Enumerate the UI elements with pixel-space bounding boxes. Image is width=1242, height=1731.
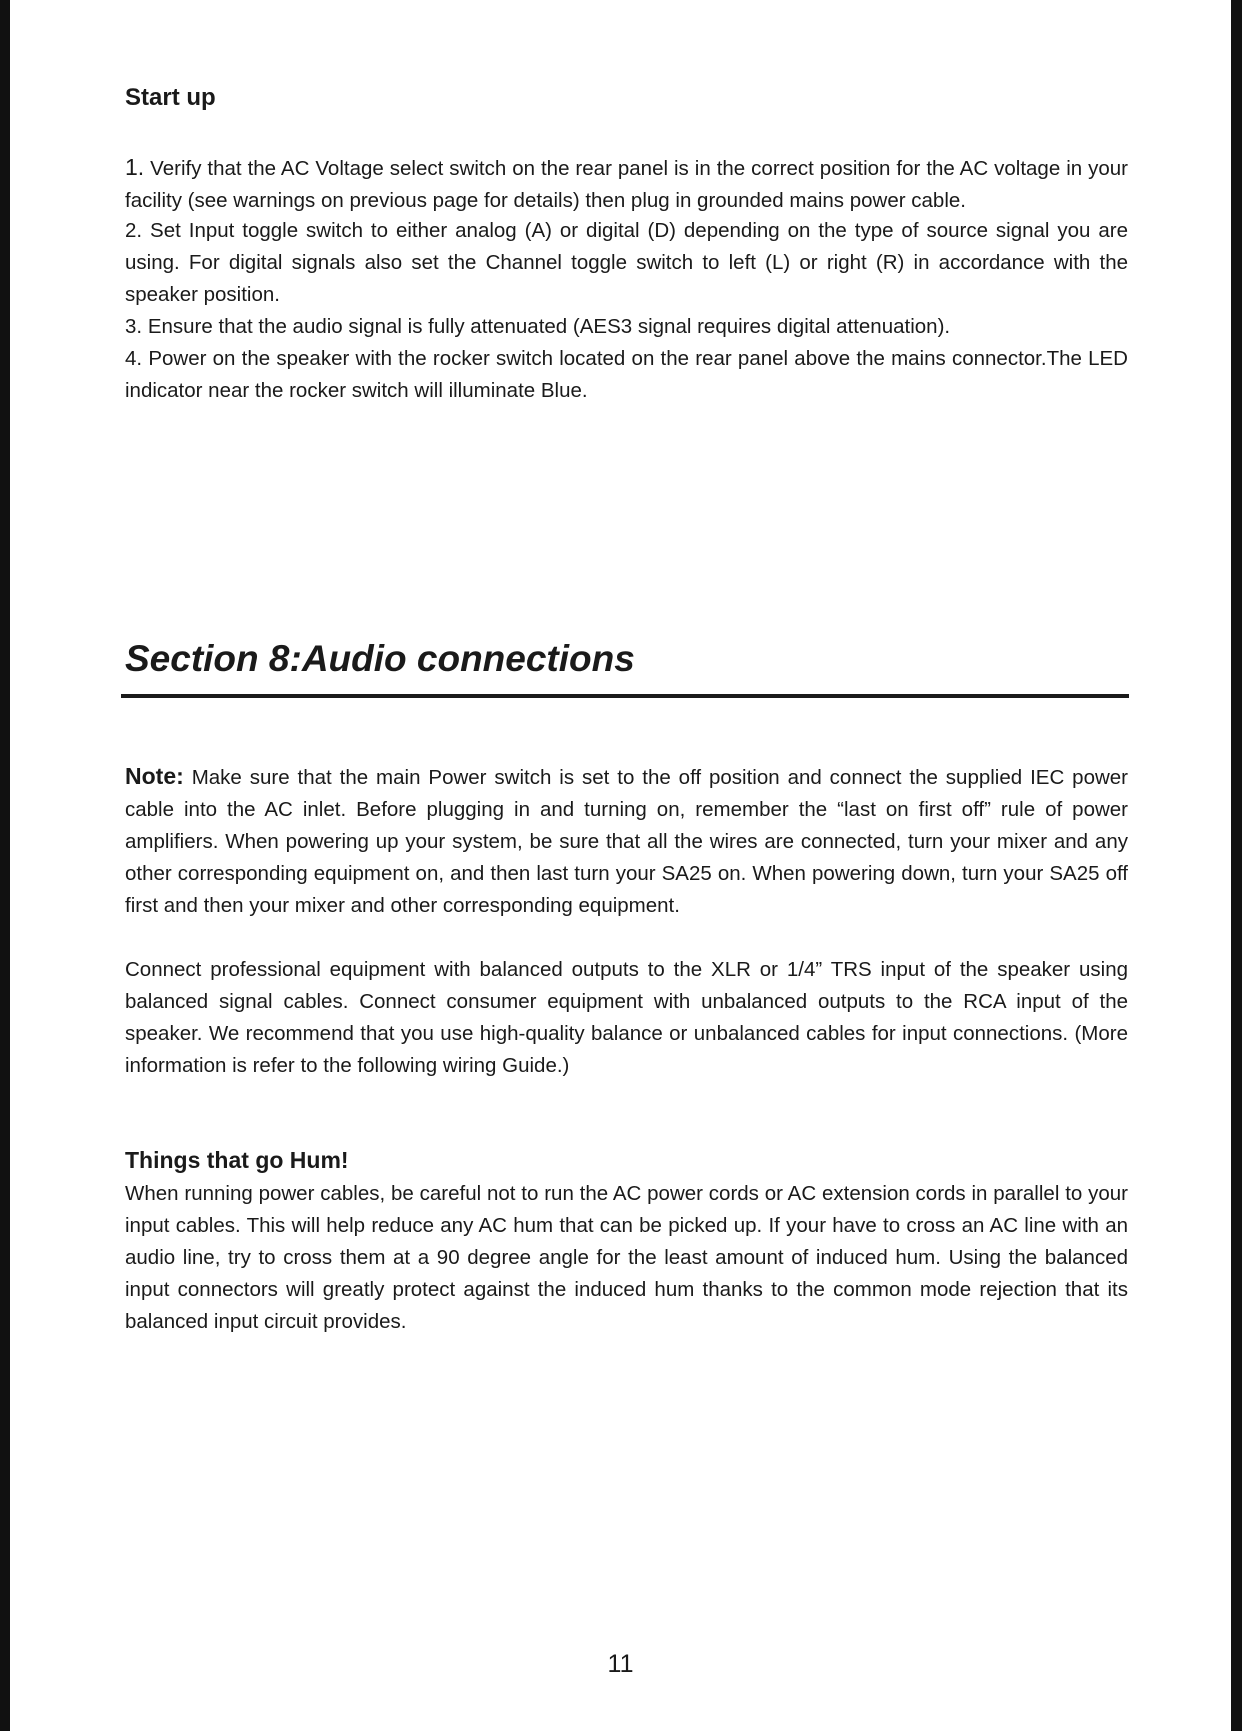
startup-item-4 <box>125 343 1128 407</box>
item-text: Power on the speaker with the rocker switch located on the rear panel above the mains connector.The LED indicator near the rocker switch will illuminate Blue. <box>125 347 1128 402</box>
hum-heading: Things that go Hum! <box>125 1147 349 1173</box>
section-heading: Section 8:Audio connections <box>125 638 635 679</box>
note-label: Note: <box>125 763 184 789</box>
connection-paragraph: Connect professional equipment with balanced outputs to the XLR or 1/4” TRS input of the speaker using balanced signal cables. Connect consumer equipment with unbalanced outputs to the RCA input of the speaker. We recommend that you use high-quality balance or unbalanced cables for input connections. (More information is refer to the following wiring Guide.) <box>125 958 1128 1077</box>
item-text: Verify that the AC Voltage select switch on the rear panel is in the correct position for the AC voltage in your facility (see warnings on previous page for details) then plug in grounded mains power cable. <box>125 157 1128 212</box>
page-number: 11 <box>607 1650 634 1678</box>
item-text: Ensure that the audio signal is fully attenuated (AES3 signal requires digital attenuation). <box>147 315 951 338</box>
startup-item-3 <box>125 311 1128 343</box>
document-page <box>10 0 1231 1731</box>
item-text: Set Input toggle switch to either analog (A) or digital (D) depending on the type of source signal you are using. For digital signals also set the Channel toggle switch to left (L) or right (R) in accordance with the speaker position. <box>125 219 1128 306</box>
item-number: 2. <box>125 219 143 242</box>
item-number: 3. <box>125 315 143 338</box>
item-number: 4. <box>125 347 143 370</box>
startup-item-2 <box>125 215 1128 311</box>
item-number: 1. <box>125 154 145 180</box>
note-text: Make sure that the main Power switch is set to the off position and connect the supplied IEC power cable into the AC inlet. Before plugging in and turning on, remember the “last on first off” rule of power amplifiers. When powering up your system, be sure that all the wires are connected, turn your mixer and any other corresponding equipment on, and then last turn your SA25 on. When powering down, turn your SA25 off first and then your mixer and other corresponding equipment. <box>125 766 1128 917</box>
note-paragraph <box>125 760 1128 922</box>
startup-heading: Start up <box>125 84 216 111</box>
hum-paragraph: When running power cables, be careful not to run the AC power cords or AC extension cords in parallel to your input cables. This will help reduce any AC hum that can be picked up. If your have to cross an AC line with an audio line, try to cross them at a 90 degree angle for the least amount of induced hum. Using the balanced input connectors will greatly protect against the induced hum thanks to the common mode rejection that its balanced input circuit provides. <box>125 1182 1128 1333</box>
startup-item-1 <box>125 151 1128 217</box>
section-divider <box>121 694 1129 698</box>
